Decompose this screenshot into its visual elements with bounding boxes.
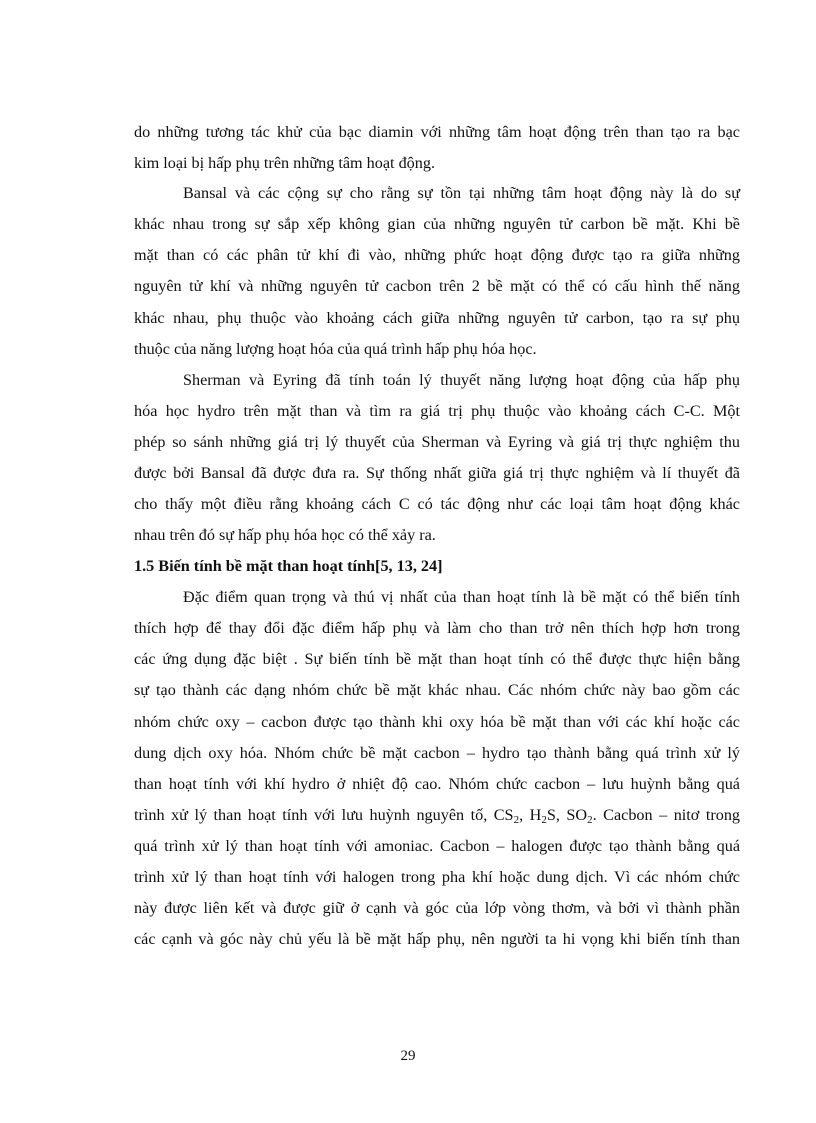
paragraph-3-line-6: nhau trên đó sự hấp phụ hóa học có thể xảy ra. — [134, 526, 436, 544]
paragraph-4-line-9: quá trình xử lý than hoạt tính với amoniac. Cacbon – halogen được tạo thành bằng quá — [134, 837, 740, 855]
formula-cs2: $CS_2$ — [493, 806, 520, 826]
paragraph-4-line-6: dung dịch oxy hóa. Nhóm chức bề mặt cacbon – hydro tạo thành bằng quá trình xử lý — [134, 744, 740, 762]
paragraph-4-line-4: sự tạo thành các dạng nhóm chức bề mặt khác nhau. Các nhóm chức này bao gồm các — [134, 681, 740, 699]
line-8-rest: . Cacbon – nitơ trong — [592, 806, 741, 824]
paragraph-3-line-2: hóa học hydro trên mặt than và tìm ra giá trị phụ thuộc vào khoảng cách C-C. Một — [134, 402, 740, 420]
paragraph-4-line-11: này được liên kết và được giữ ở cạnh và góc của lớp vòng thơm, và bởi vì thành phần — [134, 899, 740, 917]
paragraph-4-line-1: Đặc điểm quan trọng và thú vị nhất của than hoạt tính là bề mặt có thể biến tính — [183, 588, 740, 606]
paragraph-1-line-1: do những tương tác khử của bạc diamin với những tâm hoạt động trên than tạo ra bạc — [134, 123, 740, 141]
paragraph-2-line-6: thuộc của năng lượng hoạt hóa của quá trình hấp phụ hóa học. — [134, 340, 537, 358]
paragraph-4-line-5: nhóm chức oxy – cacbon được tạo thành khi oxy hóa bề mặt than với các khí hoặc các — [134, 713, 740, 731]
paragraph-4-line-7: than hoạt tính với khí hydro ở nhiệt độ cao. Nhóm chức cacbon – lưu huỳnh bằng quá — [134, 775, 740, 793]
paragraph-3-line-5: cho thấy một điều rằng khoảng cách C có tác động như các loại tâm hoạt động khác — [134, 495, 740, 513]
paragraph-2-line-1: Bansal và các cộng sự cho rằng sự tồn tại những tâm hoạt động này là do sự — [183, 184, 740, 202]
formula-so2: $SO_2$ — [566, 806, 593, 826]
paragraph-4-line-12: các cạnh và góc này chủ yếu là bề mặt hấp phụ, nên người ta hi vọng khi biến tính than — [134, 930, 740, 948]
paragraph-2-line-2: khác nhau trong sự sắp xếp không gian của những nguyên tử carbon bề mặt. Khi bề — [134, 215, 740, 233]
paragraph-2-line-3: mặt than có các phân tử khí đi vào, những phức hoạt động được tạo ra giữa những — [134, 246, 740, 264]
paragraph-1-line-2: kim loại bị hấp phụ trên những tâm hoạt động. — [134, 154, 436, 172]
paragraph-4-line-2: thích hợp để thay đổi đặc điểm hấp phụ và làm cho than trở nên thích hợp hơn trong — [134, 619, 740, 637]
page-number: 29 — [400, 1048, 416, 1064]
section-heading: 1.5 Biến tính bề mặt than hoạt tính[5, 13, 24] — [134, 557, 443, 575]
line-8-text: trình xử lý than hoạt tính với lưu huỳnh nguyên tố, — [134, 806, 494, 824]
paragraph-2-line-4: nguyên tử khí và những nguyên tử cacbon trên 2 bề mặt có thể có cấu hình thế năng — [134, 277, 740, 295]
paragraph-3-line-4: được bởi Bansal đã được đưa ra. Sự thống nhất giữa giá trị thực nghiệm và lí thuyết đã — [134, 464, 740, 482]
paragraph-3-line-3: phép so sánh những giá trị lý thuyết của Sherman và Eyring và giá trị thực nghiệm thu — [134, 433, 740, 451]
paragraph-4-line-8: trình xử lý than hoạt tính với lưu huỳnh nguyên tố, $CS_2$, $H_2S$, $SO_2$. Cacbon – nitơ trong — [134, 806, 741, 826]
paragraph-4-line-10: trình xử lý than hoạt tính với halogen trong pha khí hoặc dung dịch. Vì các nhóm chức — [134, 868, 740, 886]
paragraph-2-line-5: khác nhau, phụ thuộc vào khoảng cách giữa những nguyên tử carbon, tạo ra sự phụ — [134, 309, 740, 327]
paragraph-4-line-3: các ứng dụng đặc biệt . Sự biến tính bề mặt than hoạt tính có thể được thực hiện bằng — [134, 650, 740, 668]
formula-h2s: $H_2S$ — [529, 806, 556, 826]
paragraph-3-line-1: Sherman và Eyring đã tính toán lý thuyết năng lượng hoạt động của hấp phụ — [183, 371, 740, 389]
